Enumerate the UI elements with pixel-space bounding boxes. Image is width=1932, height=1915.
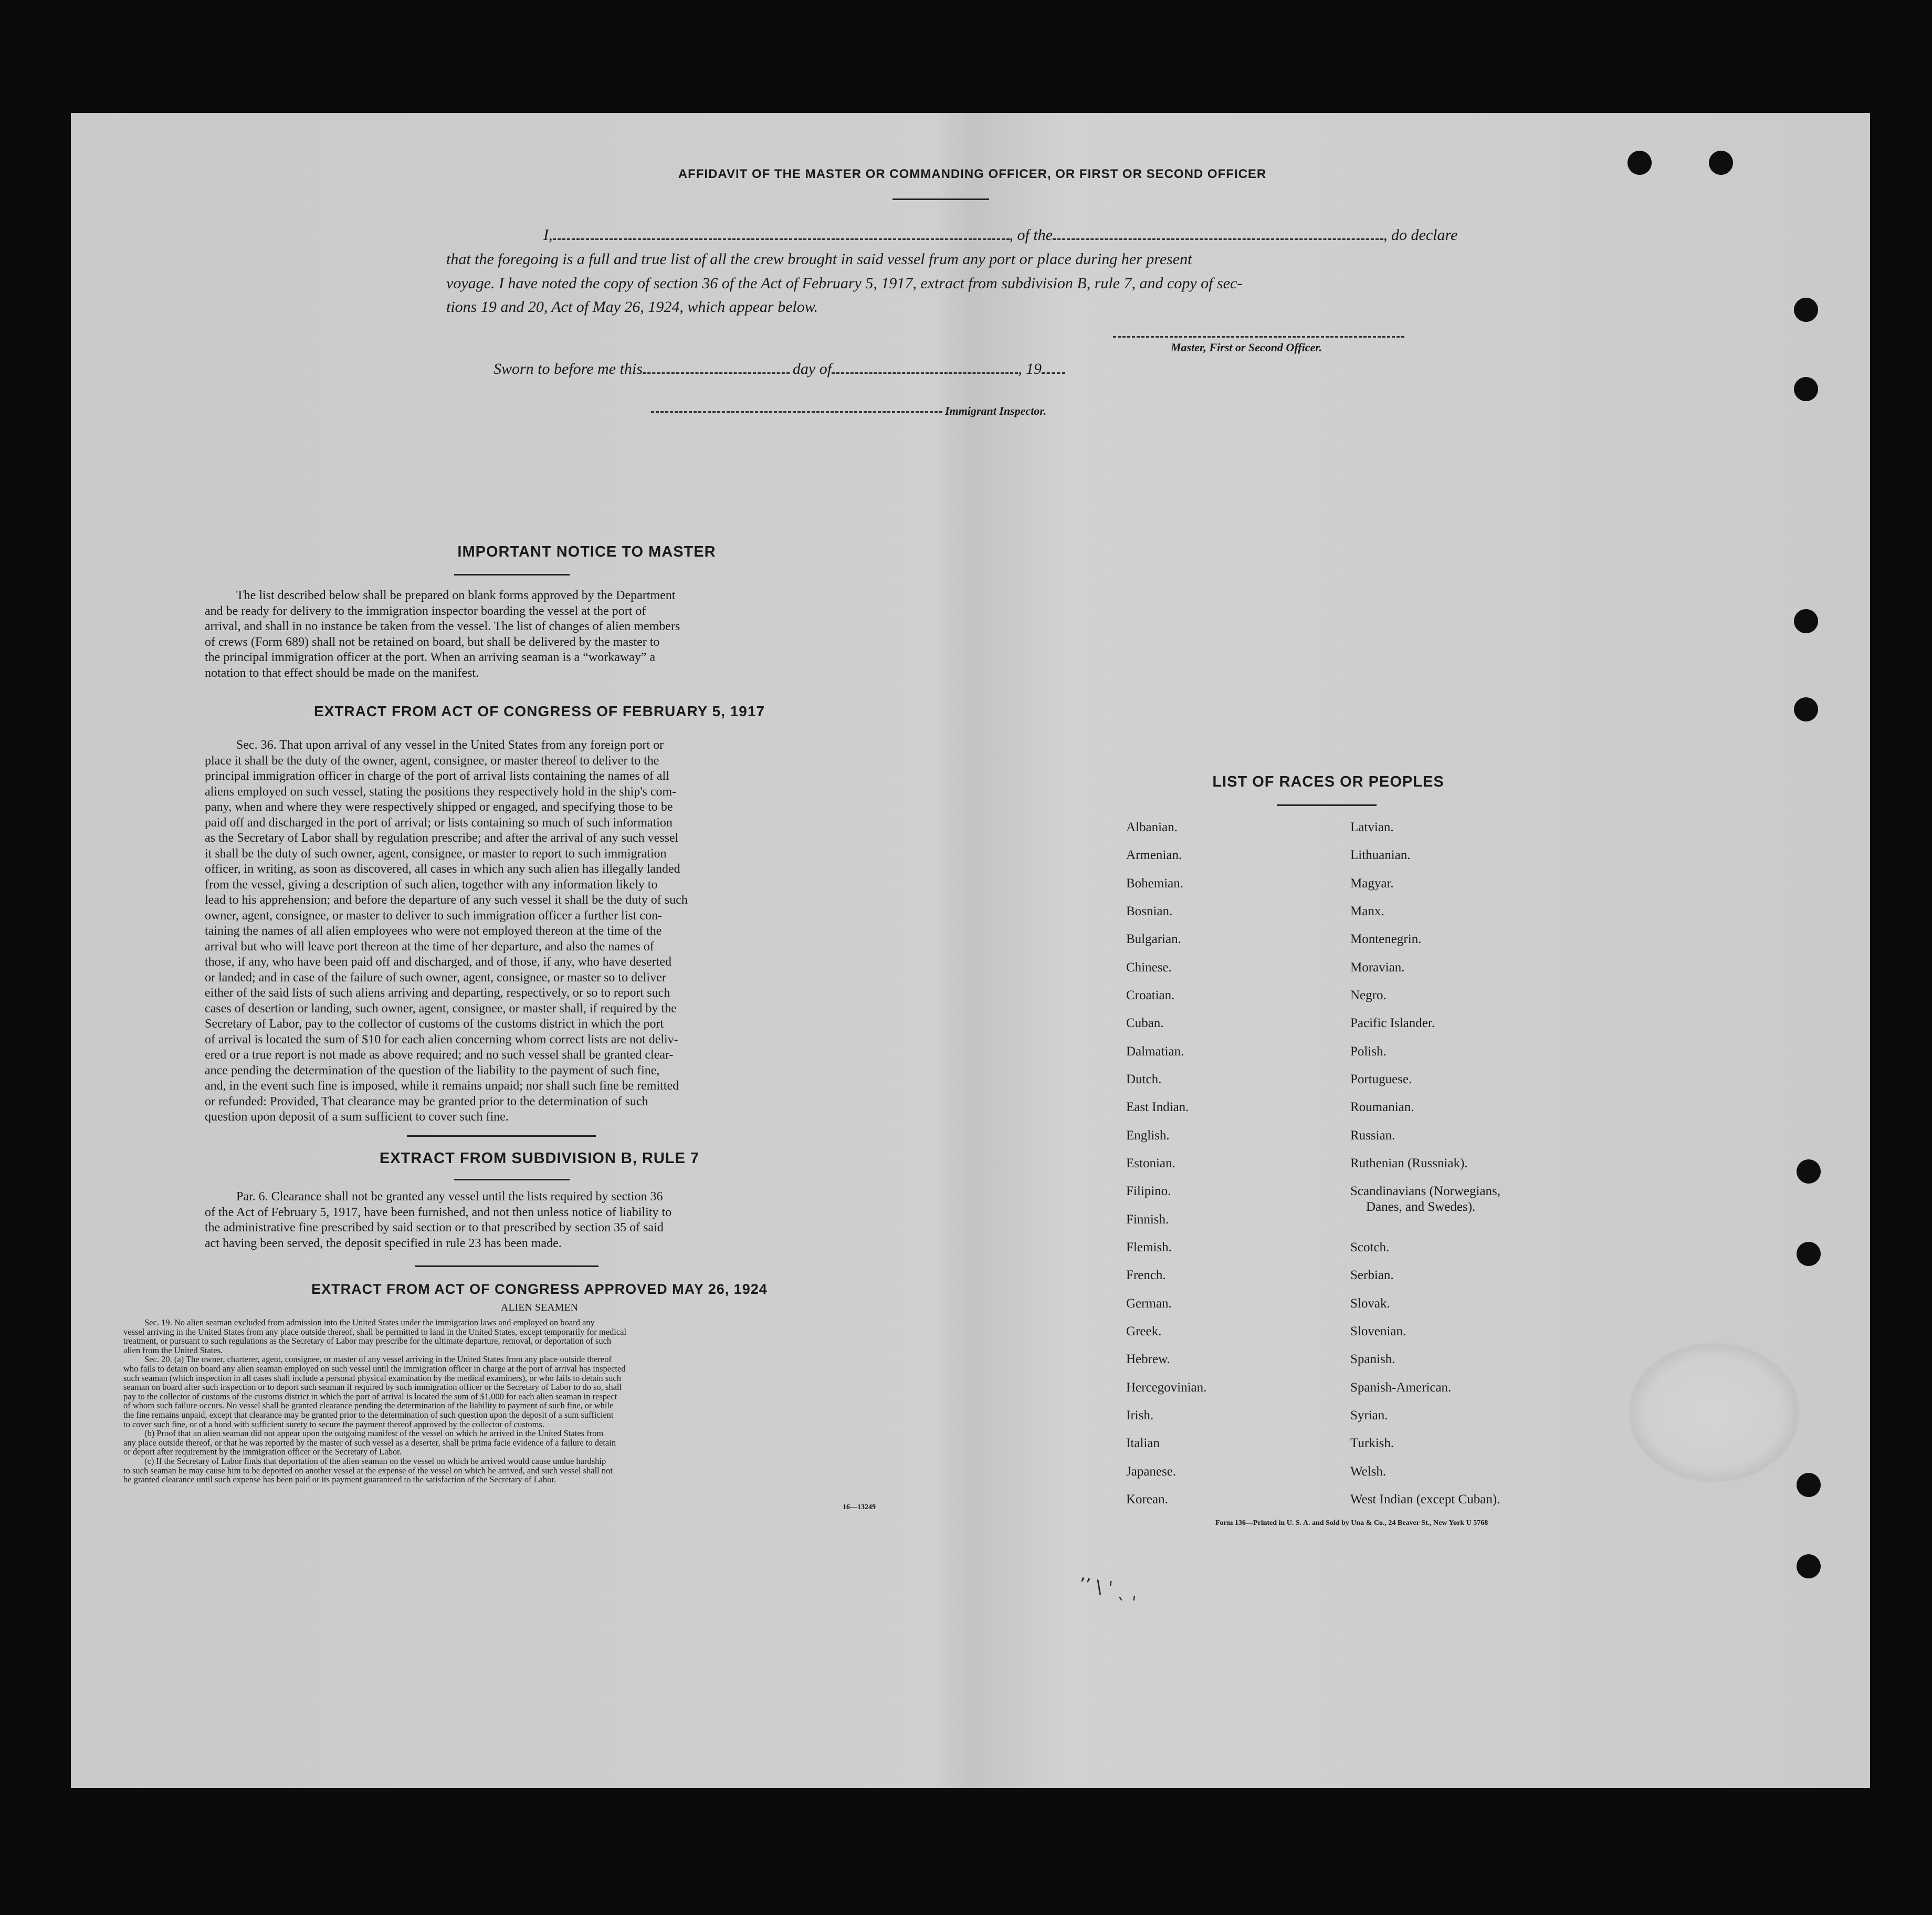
race-item: Flemish. — [1126, 1240, 1172, 1254]
extract-1917-body — [205, 738, 874, 1125]
race-item: Syrian. — [1350, 1408, 1388, 1422]
race-item: Latvian. — [1350, 820, 1394, 834]
subdivision-b-title-rule — [454, 1179, 570, 1180]
affidavit-line-2: that the foregoing is a full and true list of all the crew brought in said vessel frum any port or place during her present — [446, 250, 1192, 268]
extract-1917-line: those, if any, who have been paid off and discharged, and of those, if any, who have deserted — [205, 955, 672, 969]
subdivision-b-end-rule — [415, 1265, 598, 1267]
extract-1917-line: ance pending the determination of the question of the liability to the payment of such fine, — [205, 1063, 660, 1077]
extract-1917-line: or landed; and in case of the failure of such owner, agent, consignee, or master so to deliver — [205, 970, 666, 985]
races-title: LIST OF RACES OR PEOPLES — [1212, 773, 1444, 790]
race-item: Italian — [1126, 1436, 1160, 1450]
race-item: Scandinavians (Norwegians, — [1350, 1184, 1501, 1198]
extract-1924-line: (c) If the Secretary of Labor finds that deportation of the alien seaman on the vessel on which he arrived would cause undue hardship — [144, 1456, 606, 1466]
day-of-text: day of — [792, 360, 832, 378]
race-item: Scotch. — [1350, 1240, 1390, 1254]
extract-1917-line: aliens employed on such vessel, stating the positions they respectively hold in the ship's com- — [205, 784, 677, 799]
race-item: Dutch. — [1126, 1072, 1162, 1086]
subdivision-b-line: Par. 6. Clearance shall not be granted any vessel until the lists required by section 36 — [236, 1190, 663, 1204]
notice-line: and be ready for delivery to the immigration inspector boarding the vessel at the port of — [205, 604, 646, 618]
subdivision-b-body — [205, 1189, 874, 1251]
extract-1924-line: to cover such fine, or of a bond with sufficient surety to secure the payment thereof approved by the collector of customs. — [123, 1419, 544, 1429]
race-item: Russian. — [1350, 1128, 1395, 1143]
inspector-signature-blank — [651, 411, 942, 413]
extract-1917-line: from the vessel, giving a description of such alien, together with any information likely to — [205, 877, 658, 892]
extract-1917-line: of arrival is located the sum of $10 for each alien concerning whom correct lists are not deliv- — [205, 1032, 678, 1047]
extract-1917-line: Secretary of Labor, pay to the collector of customs of the customs district in which the port — [205, 1017, 664, 1031]
notice-line: notation to that effect should be made on the manifest. — [205, 666, 479, 680]
name-blank — [553, 227, 1010, 240]
extract-1917-line: or refunded: Provided, That clearance may be granted prior to the determination of such — [205, 1094, 648, 1108]
race-item: Bosnian. — [1126, 904, 1173, 918]
extract-1917-line: arrival but who will leave port thereon at the time of her departure, and also the names of — [205, 939, 654, 954]
extract-1924-body — [123, 1318, 958, 1484]
extract-1924-line: pay to the collector of customs of the customs district in which the port of arrival is located the sum of $1,000 for each alien seaman in respect — [123, 1391, 617, 1401]
race-item: Armenian. — [1126, 848, 1182, 862]
extract-1917-line: ered or a true report is not made as above required; and no such vessel shall be granted clear- — [205, 1048, 674, 1062]
inspector-label: Immigrant Inspector. — [945, 404, 1047, 417]
extract-1924-line: treatment, or pursuant to such regulations as the Secretary of Labor may prescribe for the ultimate departure, removal, or deportation of such — [123, 1336, 612, 1346]
extract-1924-line: or deport after requirement by the immigration officer or the Secretary of Labor. — [123, 1447, 402, 1457]
extract-1924-line: be granted clearance until such expense has been paid or its payment guaranteed to the satisfaction of the Secretary of Labor. — [123, 1474, 556, 1485]
race-item: Negro. — [1350, 988, 1387, 1002]
notice-title-rule — [454, 574, 570, 575]
affidavit-title-rule — [892, 198, 989, 200]
extract-1917-line: owner, agent, consignee, or master to deliver to such immigration officer a further list con- — [205, 908, 662, 923]
extract-1917-line: pany, when and where they were respectively shipped or engaged, and specifying those to be — [205, 800, 673, 814]
extract-1917-line: paid off and discharged in the port of arrival; or lists containing so much of such information — [205, 815, 673, 830]
race-item: Albanian. — [1126, 820, 1178, 834]
race-item: Magyar. — [1350, 876, 1394, 891]
punch-hole — [1794, 697, 1818, 721]
affidavit-line-4: tions 19 and 20, Act of May 26, 1924, which appear below. — [446, 298, 818, 316]
embossed-seal — [1628, 1342, 1801, 1483]
race-item: Ruthenian (Russniak). — [1350, 1156, 1468, 1170]
year-blank — [1042, 361, 1065, 374]
form-code: 16—13249 — [843, 1503, 876, 1511]
affidavit-i: I, — [543, 226, 553, 244]
race-item: Hercegovinian. — [1126, 1380, 1207, 1395]
extract-1924-line: Sec. 20. (a) The owner, charterer, agent, consignee, or master of any vessel arriving in the United States from any place outside thereof — [144, 1354, 612, 1365]
day-blank — [643, 361, 790, 374]
race-item: Dalmatian. — [1126, 1044, 1184, 1059]
extract-1917-line: officer, in writing, as soon as discovered, all cases in which any such alien has illegally landed — [205, 862, 680, 876]
notice-line: The list described below shall be prepared on blank forms approved by the Department — [236, 589, 676, 602]
race-item: Bohemian. — [1126, 876, 1184, 891]
printer-imprint: Form 136—Printed in U. S. A. and Sold by Una & Co., 24 Beaver St., New York U 5768 — [1215, 1519, 1488, 1527]
race-item: Irish. — [1126, 1408, 1154, 1422]
race-item: Montenegrin. — [1350, 932, 1422, 946]
race-item: Lithuanian. — [1350, 848, 1411, 862]
race-item: Estonian. — [1126, 1156, 1175, 1170]
extract-1917-line: it shall be the duty of such owner, agent, consignee, or master to report to such immigration — [205, 846, 667, 861]
extract-1924-line: such seaman (which inspection in all cases shall include a personal physical examination by the medical examiners), or who fails to detain such — [123, 1373, 622, 1383]
affidavit-declare: , do declare — [1383, 226, 1458, 244]
extract-1924-line: vessel arriving in the United States from any place outside thereof, shall be permitted to land in the United States, except temporarily for medical — [123, 1326, 627, 1337]
extract-1917-line: and, in the event such fine is imposed, while it remains unpaid; nor shall such fine be remitted — [205, 1079, 679, 1093]
handwritten-mark: ʼʼ \ ˈ ˎ ˌ — [1077, 1574, 1139, 1603]
race-item: Serbian. — [1350, 1268, 1394, 1282]
sworn-text: Sworn to before me this — [494, 360, 643, 378]
punch-hole — [1794, 609, 1818, 633]
extract-1924-line: Sec. 19. No alien seaman excluded from admission into the United States under the immigration laws and employed on board any — [144, 1317, 595, 1327]
punch-hole — [1797, 1554, 1821, 1578]
race-item: Croatian. — [1126, 988, 1175, 1002]
punch-hole — [1797, 1159, 1821, 1184]
affidavit-line-1 — [494, 223, 1457, 247]
affidavit-line-3: voyage. I have noted the copy of section 36 of the Act of February 5, 1917, extract from subdivision B, rule 7, and copy of sec- — [446, 275, 1243, 292]
extract-1917-line: taining the names of all alien employees who were not employed thereon at the time of the — [205, 924, 662, 938]
subdivision-b-title: EXTRACT FROM SUBDIVISION B, RULE 7 — [379, 1150, 700, 1167]
subdivision-b-line: the administrative fine prescribed by said section or to that prescribed by section 35 of said — [205, 1221, 664, 1234]
notice-line: the principal immigration officer at the port. When an arriving seaman is a “workaway” a — [205, 651, 656, 664]
extract-1924-line: (b) Proof that an alien seaman did not appear upon the outgoing manifest of the vessel on which he arrived in the United States from — [144, 1428, 604, 1439]
extract-1924-line: seaman on board after such inspection or to deport such seaman if required by such immigration officer or the Secretary of Labor to do so, shall — [123, 1382, 622, 1393]
extract-1917-title: EXTRACT FROM ACT OF CONGRESS OF FEBRUARY 5, 1917 — [313, 703, 765, 719]
extract-1924-line: any place outside thereof, or that he was reported by the master of such vessel as a deserter, shall be prima facie evidence of a failure to detain — [123, 1437, 616, 1448]
extract-1917-line: as the Secretary of Labor shall by regulation prescribe; and after the arrival of any such vessel — [205, 831, 679, 845]
extract-1924-line: alien from the United States. — [123, 1345, 223, 1355]
notice-line: arrival, and shall in no instance be taken from the vessel. The list of changes of alien members — [205, 620, 680, 633]
master-signature-label: Master, First or Second Officer. — [1171, 341, 1322, 354]
race-item: Slovenian. — [1350, 1324, 1406, 1338]
extract-1917-line: place it shall be the duty of the owner, agent, consignee, or master thereof to deliver to the — [205, 754, 659, 768]
race-item: Turkish. — [1350, 1436, 1394, 1450]
race-item: Polish. — [1350, 1044, 1387, 1059]
race-item: Spanish. — [1350, 1352, 1395, 1366]
race-item: West Indian (except Cuban). — [1350, 1492, 1500, 1506]
race-item: English. — [1126, 1128, 1170, 1143]
extract-1924-subtitle: ALIEN SEAMEN — [500, 1302, 579, 1313]
punch-hole — [1709, 151, 1733, 175]
punch-hole — [1797, 1242, 1821, 1266]
extract-1917-line: cases of desertion or landing, such owner, agent, consignee, or master shall, if required by the — [205, 1001, 677, 1016]
races-title-rule — [1277, 804, 1377, 806]
month-blank — [832, 361, 1018, 374]
race-item: Welsh. — [1350, 1464, 1387, 1479]
race-item: Danes, and Swedes). — [1366, 1200, 1476, 1214]
punch-hole — [1628, 151, 1652, 175]
race-item: Spanish-American. — [1350, 1380, 1452, 1395]
race-item: Portuguese. — [1350, 1072, 1412, 1086]
race-item: Filipino. — [1126, 1184, 1171, 1198]
extract-1924-line: of whom such failure occurs. No vessel shall be granted clearance pending the determination of the liability to payment of such fine, or while — [123, 1400, 614, 1411]
notice-title: IMPORTANT NOTICE TO MASTER — [457, 543, 716, 560]
race-item: Japanese. — [1126, 1464, 1177, 1479]
extract-1924-line: the fine remains unpaid, except that clearance may be granted prior to the determination of such question upon the deposit of a sum sufficient — [123, 1409, 614, 1420]
race-item: Roumanian. — [1350, 1100, 1414, 1114]
punch-hole — [1794, 377, 1818, 401]
race-item: Korean. — [1126, 1492, 1168, 1506]
vessel-blank — [1053, 227, 1383, 240]
extract-1917-line: either of the said lists of such aliens arriving and departing, respectively, or so to report such — [205, 986, 670, 1000]
notice-body — [205, 588, 874, 681]
extract-1917-line: lead to his apprehension; and before the departure of any such vessel it shall be the duty of such — [205, 893, 688, 907]
race-item: Pacific Islander. — [1350, 1016, 1435, 1030]
affidavit-of-the: , of the — [1009, 226, 1053, 244]
race-item: Chinese. — [1126, 960, 1172, 975]
subdivision-b-line: act having been served, the deposit specified in rule 23 has been made. — [205, 1236, 562, 1250]
punch-hole — [1797, 1473, 1821, 1497]
race-item: Finnish. — [1126, 1212, 1169, 1227]
race-item: East Indian. — [1126, 1100, 1189, 1114]
affidavit-title: AFFIDAVIT OF THE MASTER OR COMMANDING OFFICER, OR FIRST OR SECOND OFFICER — [678, 167, 1267, 181]
race-item: Hebrew. — [1126, 1352, 1170, 1366]
race-item: Moravian. — [1350, 960, 1405, 975]
extract-1924-title: EXTRACT FROM ACT OF CONGRESS APPROVED MAY 26, 1924 — [311, 1281, 768, 1297]
extract-1917-end-rule — [407, 1135, 596, 1137]
year-text: , 19 — [1018, 360, 1042, 378]
punch-hole — [1794, 298, 1818, 322]
extract-1924-line: who fails to detain on board any alien seaman employed on such vessel until the immigration officer in charge at the port of arrival has inspected — [123, 1363, 626, 1374]
race-item: Cuban. — [1126, 1016, 1164, 1030]
extract-1917-line: Sec. 36. That upon arrival of any vessel in the United States from any foreign port or — [236, 738, 664, 752]
race-item: German. — [1126, 1296, 1172, 1311]
sworn-line — [494, 357, 1065, 381]
extract-1924-line: to such seaman he may cause him to be deported on another vessel at the expense of the vessel on which he arrived, and such vessel shall not — [123, 1465, 613, 1476]
race-item: Slovak. — [1350, 1296, 1390, 1311]
notice-line: of crews (Form 689) shall not be retained on board, but shall be delivered by the master to — [205, 635, 660, 649]
extract-1917-line: question upon deposit of a sum sufficient to cover such fine. — [205, 1110, 509, 1124]
subdivision-b-line: of the Act of February 5, 1917, have been furnished, and not then unless notice of liability to — [205, 1205, 672, 1219]
race-item: Bulgarian. — [1126, 932, 1181, 946]
race-item: French. — [1126, 1268, 1166, 1282]
extract-1917-line: principal immigration officer in charge of the port of arrival lists containing the names of all — [205, 769, 669, 783]
document-page — [71, 113, 1870, 1788]
race-item: Manx. — [1350, 904, 1384, 918]
master-signature-blank — [1113, 336, 1404, 338]
race-item: Greek. — [1126, 1324, 1162, 1338]
